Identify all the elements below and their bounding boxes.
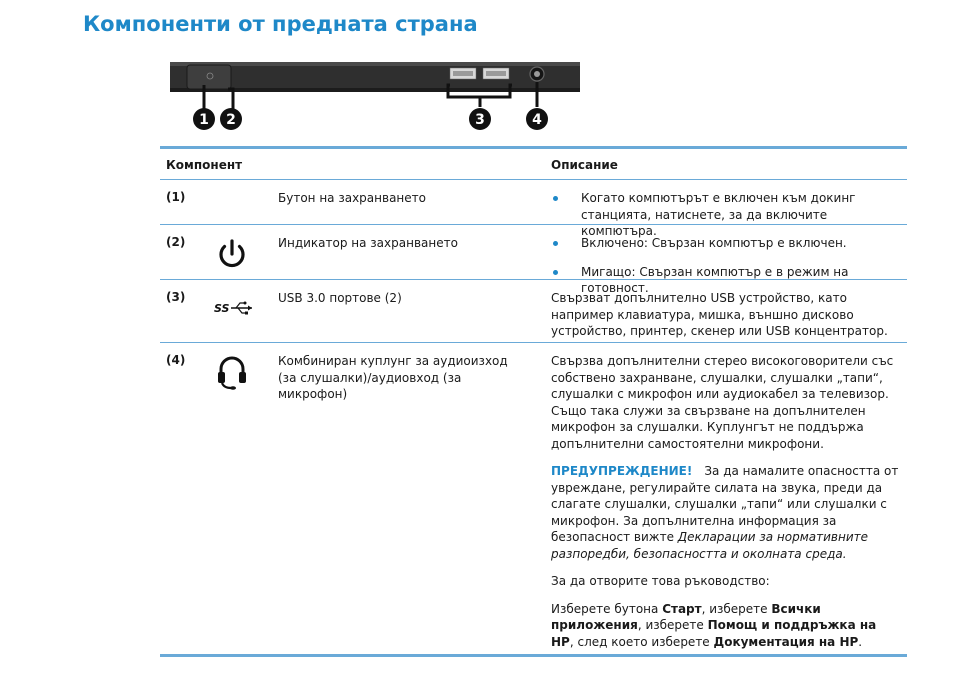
regulatory-notices-reference: Декларации за нормативните разпоредби, безопасността и околната среда. (551, 530, 868, 561)
step-text: , изберете (637, 618, 708, 632)
open-guide-text: За да отворите това ръководство: (551, 574, 770, 588)
callout-number: 2 (226, 112, 236, 128)
callout-number: 3 (475, 112, 485, 128)
step-text: , изберете (701, 601, 772, 616)
step-bold-hp-documentation: Документация на HP (713, 634, 859, 649)
table-header (160, 149, 907, 179)
description-text: Свързва допълнителни стерео високоговорители със собствено захранване, слушалки, слушалки „тапи“, слушалки с микрофон или аудиокабел за телевизор. Също така служи за свързване на допълнителен микрофон за слушалки. Куплунгът не поддържа допълнителни самостоятелни микрофони. (551, 354, 894, 451)
table-row (160, 180, 907, 238)
bullet-item: Включено: Свързан компютър е включен. (551, 235, 901, 252)
step-bold-help-support: Помощ и поддръжка на HP (551, 618, 877, 649)
component-name: Индикатор на захранването (278, 236, 458, 250)
row-number: (1) (166, 190, 186, 204)
column-header-component: Компонент (166, 158, 243, 172)
step-text: , след което изберете (569, 634, 714, 649)
headset-icon (214, 354, 250, 390)
component-name: Бутон на захранването (278, 191, 426, 205)
bullet-item: Когато компютърът е включен към докинг станцията, натиснете, за да включите компютъра. (551, 190, 901, 240)
warning-label: ПРЕДУПРЕЖДЕНИЕ! (551, 464, 693, 478)
svg-text:SS: SS (214, 302, 230, 315)
row-number: (3) (166, 290, 186, 304)
callout-number: 1 (199, 112, 209, 128)
table-row (160, 225, 907, 295)
component-description (551, 290, 901, 351)
component-name: USB 3.0 портове (2) (278, 291, 402, 305)
column-header-description: Описание (551, 158, 618, 172)
open-guide-steps (551, 601, 901, 651)
table-row (160, 343, 907, 654)
warning-paragraph (551, 463, 901, 562)
components-table (160, 146, 907, 657)
row-number: (4) (166, 353, 186, 367)
step-text: . (858, 634, 863, 649)
power-button-graphic (187, 65, 231, 89)
component-description (551, 353, 901, 661)
description-text: Свързват допълнително USB устройство, като например клавиатура, мишка, външно дисково устройство, принтер, скенер или USB концентратор. (551, 291, 888, 338)
bullet-item: Мигащо: Свързан компютър е в режим на готовност. (551, 264, 901, 297)
component-name: Комбиниран куплунг за аудиоизход (за слушалки)/аудиовход (за микрофон) (278, 354, 508, 401)
step-bold-all-apps: Всички приложения (551, 601, 821, 632)
row-number: (2) (166, 235, 186, 249)
device-front-illustration (160, 55, 585, 135)
page-title: Компоненти от предната страна (83, 12, 478, 36)
callout-number: 4 (532, 112, 542, 128)
power-icon (214, 236, 250, 272)
table-row (160, 280, 907, 342)
step-bold-start: Старт (662, 601, 702, 616)
warning-text: За да намалите опасността от увреждане, регулирайте силата на звука, преди да слагате слушалки, слушалки „тапи“ или слушалки с микрофон. За допълнителна информация за безопасност вижте (551, 464, 899, 544)
step-text: Изберете бутона (551, 601, 663, 616)
usb-superspeed-icon (214, 300, 256, 316)
